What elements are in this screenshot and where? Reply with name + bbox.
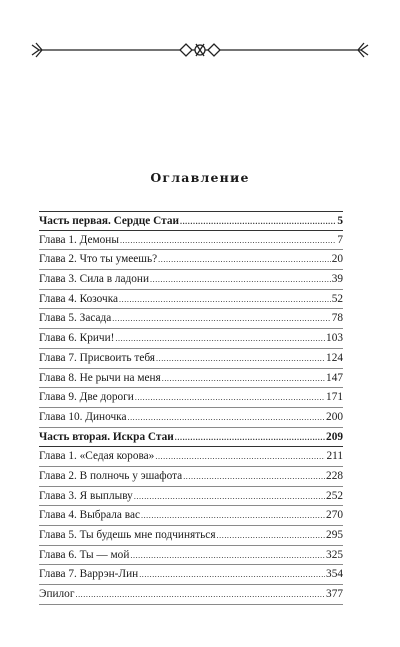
toc-entry-label: Глава 4. Козочка — [39, 292, 119, 305]
toc-entry-page-number: 354 — [326, 568, 343, 581]
dot-leader — [162, 369, 325, 389]
toc-entry-page-number: 171 — [326, 391, 343, 404]
toc-chapter-entry — [39, 506, 343, 526]
toc-chapter-entry — [39, 290, 343, 310]
toc-entry-label: Глава 1. «Седая корова» — [39, 450, 155, 463]
toc-chapter-entry — [39, 309, 343, 329]
toc-chapter-entry — [39, 447, 343, 467]
toc-part-entry — [39, 428, 343, 448]
toc-entry-label: Глава 8. Не рычи на меня — [39, 371, 161, 384]
toc-entry-page-number: 211 — [326, 450, 343, 463]
dot-leader — [119, 290, 331, 310]
toc-entry-page-number: 209 — [326, 430, 343, 443]
toc-entry-page-number: 20 — [331, 253, 343, 266]
dot-leader — [130, 546, 325, 566]
dot-leader — [150, 270, 331, 290]
toc-chapter-entry — [39, 388, 343, 408]
dot-leader — [139, 565, 325, 585]
toc-entry-label: Глава 7. Присвоить тебя — [39, 351, 155, 364]
toc-chapter-entry — [39, 526, 343, 546]
toc-chapter-entry — [39, 231, 343, 251]
dot-leader — [156, 349, 325, 369]
dot-leader — [141, 506, 325, 526]
toc-entry-label: Глава 10. Диночка — [39, 410, 127, 423]
toc-entry-label: Глава 2. В полночь у эшафота — [39, 469, 183, 482]
toc-entry-page-number: 200 — [326, 410, 343, 423]
toc-entry-page-number: 52 — [331, 292, 343, 305]
toc-entry-label: Часть первая. Сердце Стаи — [39, 215, 179, 227]
toc-entry-page-number: 39 — [331, 273, 343, 286]
toc-entry-label: Глава 7. Варрэн-Лин — [39, 568, 139, 581]
toc-entry-label: Глава 6. Кричи! — [39, 332, 115, 345]
toc-chapter-entry — [39, 487, 343, 507]
toc-entry-page-number: 7 — [337, 233, 343, 246]
toc-entry-label: Глава 9. Две дороги — [39, 391, 134, 404]
toc-entry-label: Глава 5. Засада — [39, 312, 112, 325]
toc-chapter-entry — [39, 546, 343, 566]
toc-entry-page-number: 5 — [337, 215, 343, 227]
toc-entry-label: Глава 1. Демоны — [39, 233, 119, 246]
toc-entry-label: Глава 3. Сила в ладони — [39, 273, 150, 286]
toc-entry-label: Глава 3. Я выплыву — [39, 489, 133, 502]
toc-entry-page-number: 270 — [326, 509, 343, 522]
toc-chapter-entry — [39, 329, 343, 349]
dot-leader — [158, 250, 331, 270]
toc-entry-page-number: 103 — [326, 332, 343, 345]
dot-leader — [183, 467, 325, 487]
dot-leader — [134, 487, 325, 507]
toc-entry-label: Глава 4. Выбрала вас — [39, 509, 140, 522]
dot-leader — [155, 447, 325, 467]
toc-entry-page-number: 325 — [326, 548, 343, 561]
toc-chapter-entry — [39, 565, 343, 585]
toc-part-entry — [39, 211, 343, 231]
dot-leader — [115, 329, 325, 349]
dot-leader — [112, 309, 330, 329]
dot-leader — [217, 526, 326, 546]
dot-leader — [120, 231, 336, 251]
dot-leader — [175, 428, 325, 448]
toc-entry-page-number: 147 — [326, 371, 343, 384]
toc-chapter-entry — [39, 369, 343, 389]
toc-entry-page-number: 377 — [326, 588, 343, 601]
toc-entry-label: Глава 2. Что ты умеешь? — [39, 253, 158, 266]
toc-chapter-entry — [39, 467, 343, 487]
toc-entry-label: Глава 5. Ты будешь мне подчиняться — [39, 529, 216, 541]
toc-chapter-entry — [39, 585, 343, 605]
toc-chapter-entry — [39, 270, 343, 290]
dot-leader — [127, 408, 325, 428]
toc-entry-page-number: 78 — [331, 312, 343, 325]
toc-entry-page-number: 252 — [326, 489, 343, 502]
toc-chapter-entry — [39, 408, 343, 428]
toc-entry-label: Глава 6. Ты — мой — [39, 548, 130, 561]
toc-chapter-entry — [39, 349, 343, 369]
toc-entry-page-number: 124 — [326, 351, 343, 364]
toc-chapter-entry — [39, 250, 343, 270]
toc-entry-label: Эпилог — [39, 588, 75, 601]
dot-leader — [135, 388, 325, 408]
toc-entry-label: Часть вторая. Искра Стаи — [39, 430, 174, 443]
toc-entry-page-number: 228 — [326, 469, 343, 482]
table-of-contents-heading: Оглавление — [150, 170, 250, 185]
toc-entry-page-number: 295 — [326, 529, 343, 541]
ornament-divider — [30, 40, 370, 60]
dot-leader — [75, 585, 325, 605]
dot-leader — [180, 212, 336, 232]
table-of-contents-list — [39, 211, 343, 605]
